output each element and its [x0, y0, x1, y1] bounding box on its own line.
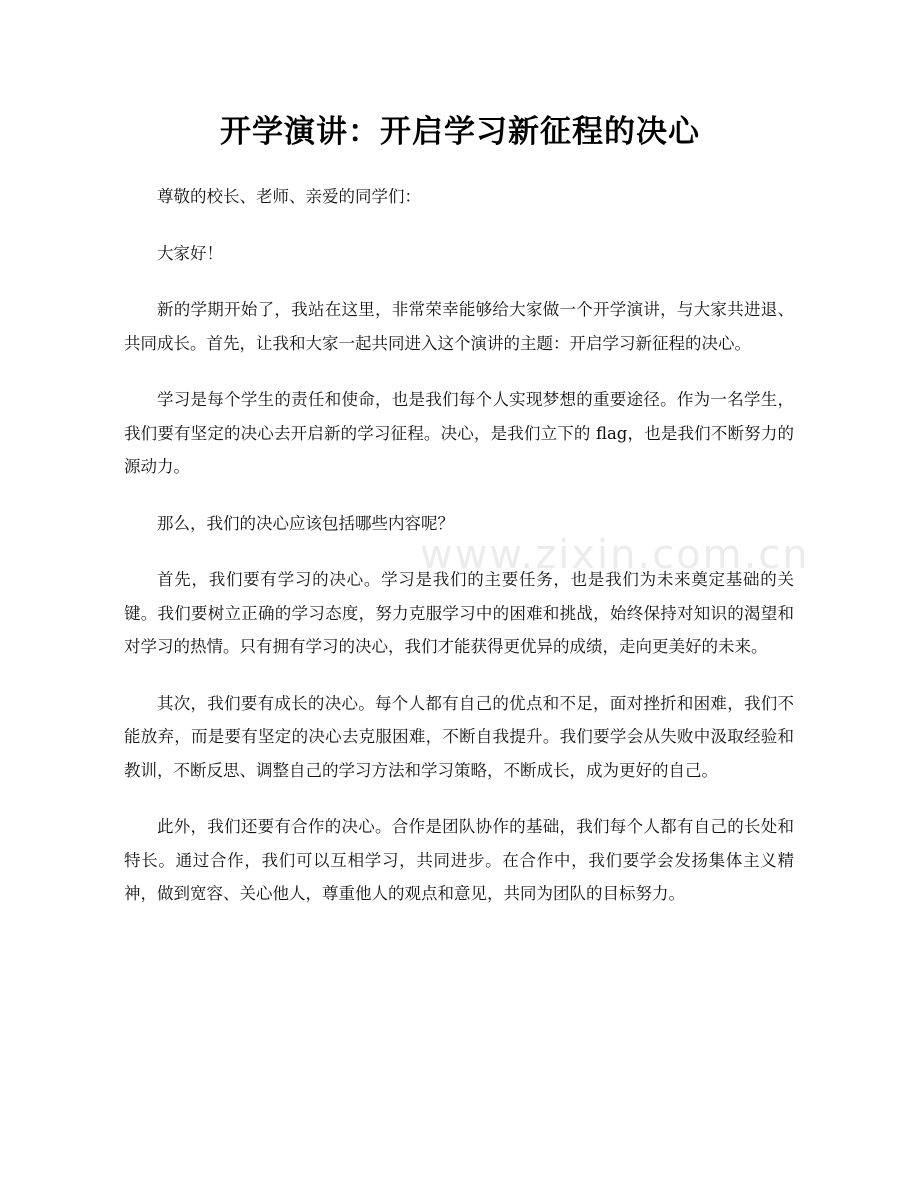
paragraph-question: 那么，我们的决心应该包括哪些内容呢？	[157, 513, 454, 533]
paragraph-salutation: 尊敬的校长、老师、亲爱的同学们：	[157, 187, 421, 206]
paragraph-learning-resolve: 首先，我们要有学习的决心。学习是我们的主要任务，也是我们为未来奠定基础的关键。我们要树立正确的学习态度，努力克服学习中的困难和挑战，始终保持对知识的渴望和对学习的热情。只有拥有学习的决心，我们才能获得更优异的成绩，走向更美好的未来。	[124, 570, 794, 656]
paragraph-intro: 新的学期开始了，我站在这里，非常荣幸能够给大家做一个开学演讲，与大家共进退、共同成长。首先，让我和大家一起共同进入这个演讲的主题：开启学习新征程的决心。	[124, 300, 794, 353]
paragraph-responsibility: 学习是每个学生的责任和使命，也是我们每个人实现梦想的重要途径。作为一名学生，我们要有坚定的决心去开启新的学习征程。决心，是我们立下的 flag，也是我们不断努力的源动力。	[124, 390, 794, 476]
paragraph-growth-resolve: 其次，我们要有成长的决心。每个人都有自己的优点和不足，面对挫折和困难，我们不能放弃，而是要有坚定的决心去克服困难，不断自我提升。我们要学会从失败中汲取经验和教训，不断反思、调整自己的学习方法和学习策略，不断成长，成为更好的自己。	[124, 693, 794, 780]
document-title: 开学演讲：开启学习新征程的决心	[220, 114, 700, 150]
paragraph-cooperation-resolve: 此外，我们还要有合作的决心。合作是团队协作的基础，我们每个人都有自己的长处和特长。通过合作，我们可以互相学习，共同进步。在合作中，我们要学会发扬集体主义精神，做到宽容、关心他人，尊重他人的观点和意见，共同为团队的目标努力。	[124, 817, 794, 903]
paragraph-greeting: 大家好！	[157, 243, 223, 263]
document-body	[124, 180, 794, 934]
watermark: www.zixin.com.cn	[420, 532, 810, 578]
